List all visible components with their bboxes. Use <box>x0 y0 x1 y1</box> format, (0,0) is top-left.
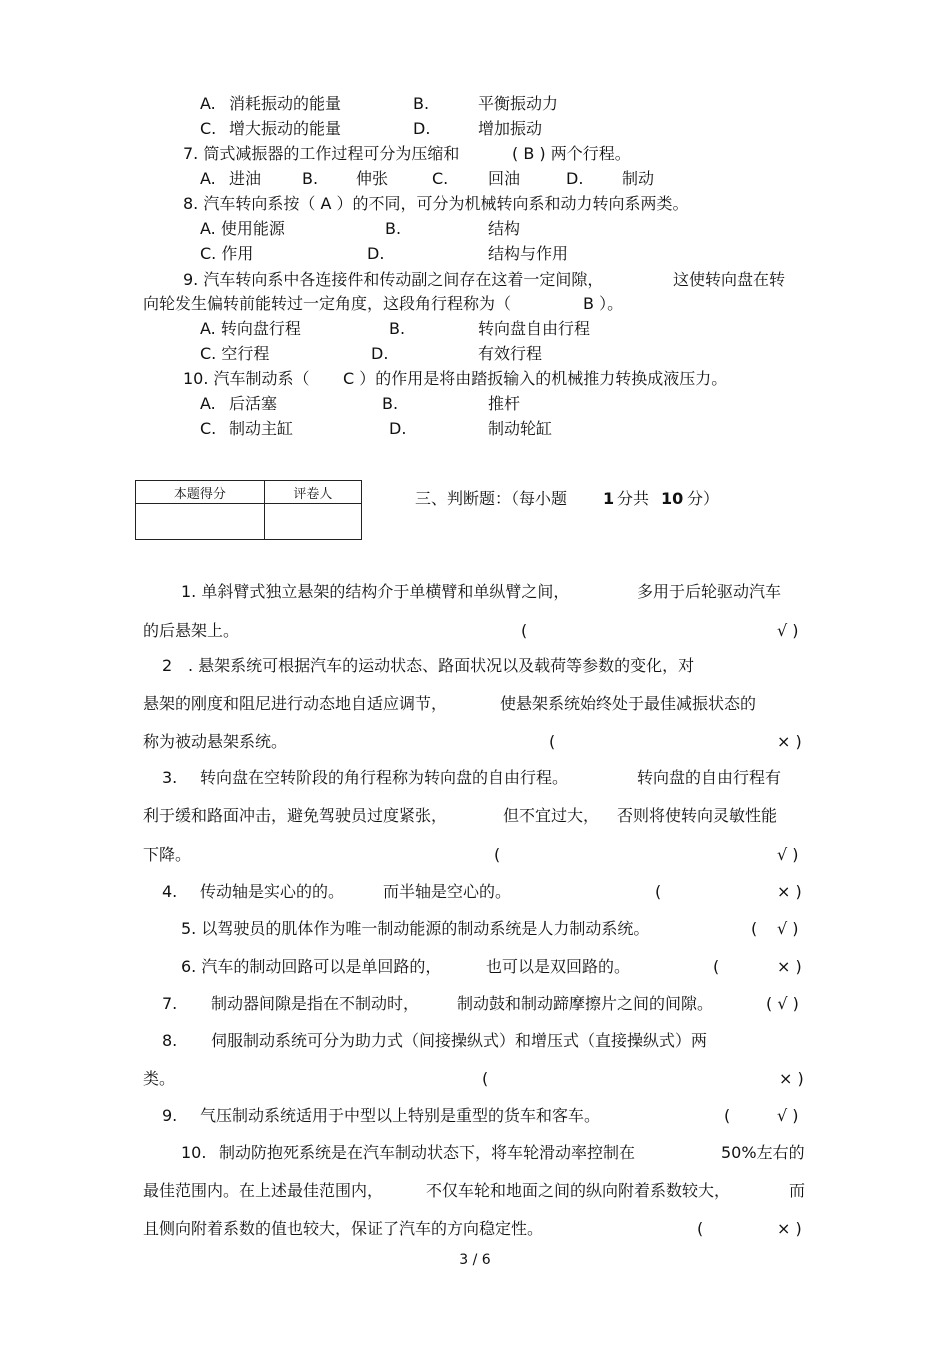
section3-mid: 分共 <box>617 489 650 508</box>
tf2-answer: × ) <box>777 732 802 751</box>
tf8-line1: 伺服制动系统可分为助力式（间接操纵式）和增压式（直接操纵式）两 <box>211 1031 708 1050</box>
q10-option-a-text: 后活塞 <box>229 394 278 413</box>
tf10-number: 10. <box>181 1143 207 1162</box>
tf1-line1a: 1. 单斜臂式独立悬架的结构介于单横臂和单纵臂之间， <box>181 582 570 601</box>
question-10-b: C ）的作用是将由踏扳输入的机械推力转换成液压力。 <box>343 369 728 388</box>
tf3-line3: 下降。 <box>143 845 192 864</box>
tf2-line1: . 悬架系统可根据汽车的运动状态、路面状况以及载荷等参数的变化，对 <box>188 656 695 675</box>
q10-option-c-text: 制动主缸 <box>229 419 294 438</box>
tf10-open: ( <box>697 1219 704 1238</box>
q7-option-c-text: 回油 <box>488 169 521 188</box>
tf10-answer: × ) <box>777 1219 802 1238</box>
tf10-line2a: 最佳范围内。在上述最佳范围内， <box>143 1181 384 1200</box>
tf10-line1b: 50%左右的 <box>721 1143 805 1162</box>
tf1-answer: √ ) <box>777 621 799 640</box>
tf3-line1b: 转向盘的自由行程有 <box>637 768 782 787</box>
question-8: 8. 汽车转向系按（ A ）的不同，可分为机械转向系和动力转向系两类。 <box>183 194 689 213</box>
grader-header: 评卷人 <box>264 481 361 504</box>
tf9-answer: √ ) <box>777 1106 799 1125</box>
q7-option-a-label: A. <box>200 169 216 188</box>
tf4-answer: × ) <box>777 882 802 901</box>
tf4-part-a: 传动轴是实心的的。 <box>200 882 345 901</box>
tf3-line2a: 利于缓和路面冲击，避免驾驶员过度紧张， <box>143 806 448 825</box>
tf3-open: ( <box>494 845 501 864</box>
tf8-number: 8. <box>162 1031 178 1050</box>
q9-option-d-label: D. <box>371 344 389 363</box>
score-cell[interactable] <box>136 504 265 540</box>
q6-option-c-label: C. <box>200 119 217 138</box>
q6-option-b-label: B. <box>413 94 430 113</box>
q7-option-c-label: C. <box>432 169 449 188</box>
q9-option-b-text: 转向盘自由行程 <box>478 319 591 338</box>
tf2-line3: 称为被动悬架系统。 <box>143 732 288 751</box>
tf4-part-b: 而半轴是空心的。 <box>383 882 512 901</box>
q6-option-d-label: D. <box>413 119 431 138</box>
tf2-number: 2 <box>162 656 173 675</box>
q10-option-d-label: D. <box>389 419 407 438</box>
tf8-answer: × ) <box>779 1069 804 1088</box>
q7-option-b-label: B. <box>302 169 319 188</box>
tf6-open: ( <box>713 957 720 976</box>
tf4-number: 4. <box>162 882 178 901</box>
tf7-number: 7. <box>162 994 178 1013</box>
question-9-line1a: 9. 汽车转向系中各连接件和传动副之间存在这着一定间隙， <box>183 270 604 289</box>
q6-option-c-text: 增大振动的能量 <box>229 119 342 138</box>
question-7: 7. 筒式减振器的工作过程可分为压缩和 <box>183 144 460 163</box>
tf8-open: ( <box>482 1069 489 1088</box>
tf3-answer: √ ) <box>777 845 799 864</box>
q8-option-c: C. 作用 <box>200 244 254 263</box>
tf6-part-b: 也可以是双回路的。 <box>486 957 631 976</box>
q10-option-a-label: A. <box>200 394 216 413</box>
q9-option-d-text: 有效行程 <box>478 344 543 363</box>
tf9-text: 气压制动系统适用于中型以上特别是重型的货车和客车。 <box>200 1106 601 1125</box>
tf9-open: ( <box>724 1106 731 1125</box>
tf3-line2c: 否则将使转向灵敏性能 <box>617 806 778 825</box>
tf8-line2: 类。 <box>143 1069 176 1088</box>
section3-end: 分） <box>687 489 720 508</box>
page-number: 3 / 6 <box>459 1252 491 1268</box>
question-9-line1b: 这使转向盘在转 <box>673 270 786 289</box>
q8-option-b-text: 结构 <box>488 219 521 238</box>
q6-option-a-label: A. <box>200 94 216 113</box>
tf7-part-b: 制动鼓和制动蹄摩擦片之间的间隙。 <box>457 994 714 1013</box>
q8-option-a: A. 使用能源 <box>200 219 285 238</box>
tf10-line2c: 而 <box>789 1181 806 1200</box>
q8-option-d-text: 结构与作用 <box>488 244 569 263</box>
tf1-line1b: 多用于后轮驱动汽车 <box>637 582 782 601</box>
q10-option-b-label: B. <box>382 394 399 413</box>
section3-title: 三、判断题：（每小题 <box>415 489 568 508</box>
tf3-line1a: 转向盘在空转阶段的角行程称为转向盘的自由行程。 <box>200 768 569 787</box>
grader-cell[interactable] <box>264 504 361 540</box>
tf9-number: 9. <box>162 1106 178 1125</box>
tf7-answer: ( √ ) <box>766 994 799 1013</box>
q10-option-b-text: 推杆 <box>488 394 521 413</box>
section3-points-total: 10 <box>661 489 684 508</box>
q8-option-d-label: D. <box>367 244 385 263</box>
tf2-line2a: 悬架的刚度和阻尼进行动态地自适应调节， <box>143 694 448 713</box>
tf1-line2: 的后悬架上。 <box>143 621 240 640</box>
q10-option-c-label: C. <box>200 419 217 438</box>
tf5-text: 5. 以驾驶员的肌体作为唯一制动能源的制动系统是人力制动系统。 <box>181 919 650 938</box>
q9-option-a: A. 转向盘行程 <box>200 319 301 338</box>
score-header: 本题得分 <box>136 481 265 504</box>
score-table <box>135 480 362 540</box>
tf10-line1a: 制动防抱死系统是在汽车制动状态下，将车轮滑动率控制在 <box>219 1143 636 1162</box>
question-9-answer: B ）。 <box>583 294 624 313</box>
tf5-open: ( <box>751 919 758 938</box>
q6-option-a-text: 消耗振动的能量 <box>229 94 342 113</box>
tf6-part-a: 6. 汽车的制动回路可以是单回路的， <box>181 957 442 976</box>
question-10-a: 10. 汽车制动系（ <box>183 369 310 388</box>
q10-option-d-text: 制动轮缸 <box>488 419 553 438</box>
q8-option-b-label: B. <box>385 219 402 238</box>
tf10-line2b: 不仅车轮和地面之间的纵向附着系数较大， <box>426 1181 731 1200</box>
q9-option-c: C. 空行程 <box>200 344 270 363</box>
q7-option-b-text: 伸张 <box>356 169 389 188</box>
q6-option-d-text: 增加振动 <box>478 119 543 138</box>
q7-option-d-label: D. <box>566 169 584 188</box>
tf3-line2b: 但不宜过大， <box>503 806 600 825</box>
q7-option-d-text: 制动 <box>622 169 655 188</box>
tf2-line2b: 使悬架系统始终处于最佳减振状态的 <box>500 694 757 713</box>
q6-option-b-text: 平衡振动力 <box>478 94 559 113</box>
tf10-line3: 且侧向附着系数的值也较大，保证了汽车的方向稳定性。 <box>143 1219 544 1238</box>
tf3-number: 3. <box>162 768 178 787</box>
q9-option-b-label: B. <box>389 319 406 338</box>
tf2-open: ( <box>549 732 556 751</box>
question-7-answer: ( B ) 两个行程。 <box>512 144 631 163</box>
q7-option-a-text: 进油 <box>229 169 262 188</box>
tf1-open: ( <box>521 621 528 640</box>
section3-points-each: 1 <box>603 489 615 508</box>
tf6-answer: × ) <box>777 957 802 976</box>
question-9-line2a: 向轮发生偏转前能转过一定角度，这段角行程称为（ <box>143 294 512 313</box>
tf7-part-a: 制动器间隙是指在不制动时， <box>211 994 420 1013</box>
tf4-open: ( <box>655 882 662 901</box>
tf5-answer: √ ) <box>777 919 799 938</box>
